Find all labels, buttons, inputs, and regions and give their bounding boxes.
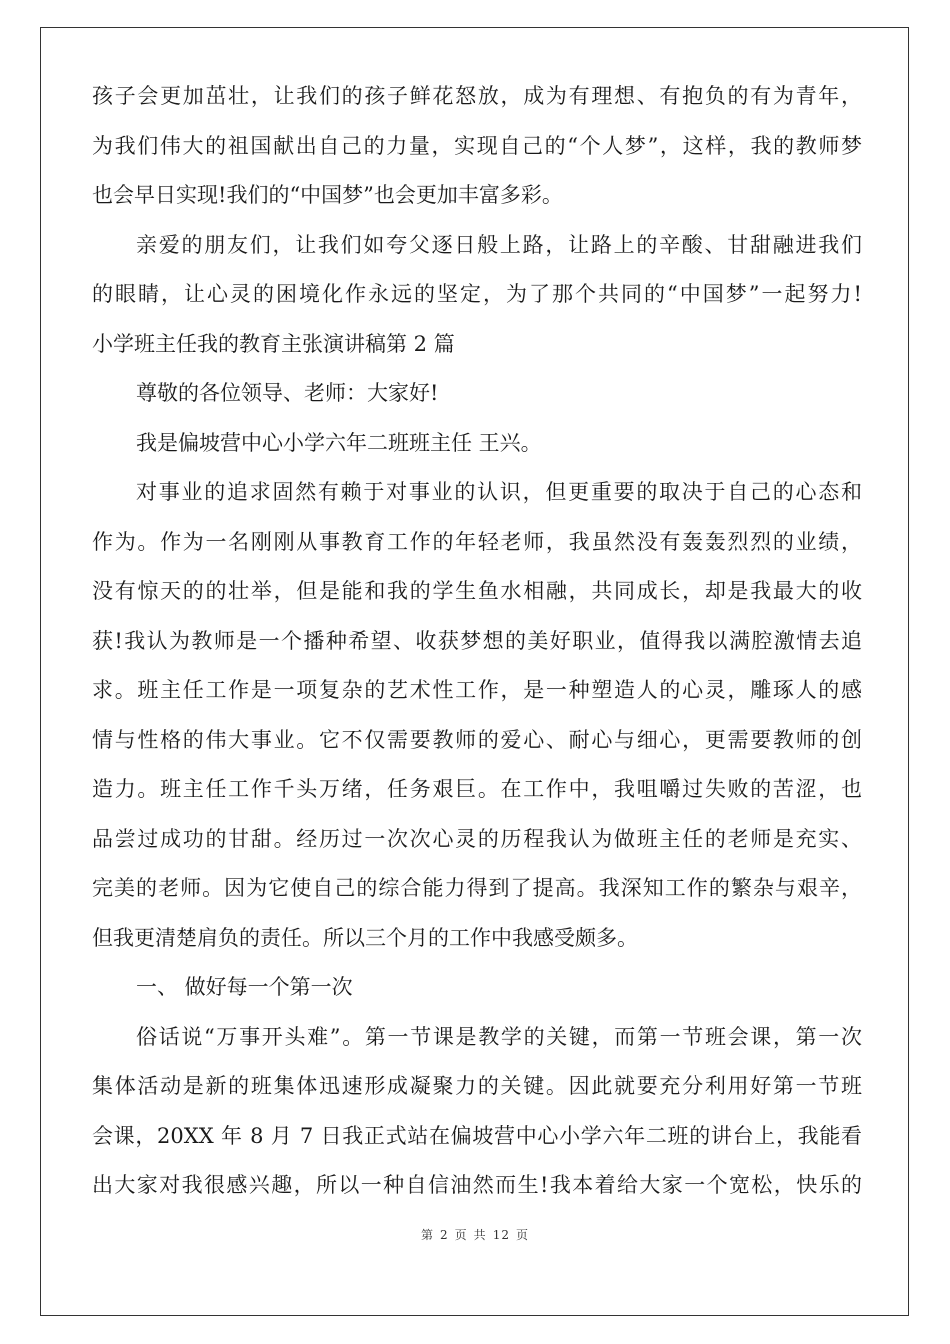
page-footer xyxy=(0,1226,950,1243)
text-line: 会课，20XX 年 8 月 7 日我正式站在偏坡营中心小学六年二班的讲台上，我能看 xyxy=(92,1123,862,1148)
text-line: 对事业的追求固然有赖于对事业的认识，但更重要的取决于自己的心态和 xyxy=(136,480,862,504)
text-line: 出大家对我很感兴趣，所以一种自信油然而生!我本着给大家一个宽松，快乐的 xyxy=(92,1173,862,1197)
text-line: 但我更清楚肩负的责任。所以三个月的工作中我感受颇多。 xyxy=(92,925,638,950)
footer-total-pages: 12 xyxy=(492,1228,510,1242)
text-line: 一、 做好每一个第一次 xyxy=(136,975,353,999)
text-line: 情与性格的伟大事业。它不仅需要教师的爱心、耐心与细心，更需要教师的创 xyxy=(92,727,862,752)
footer-total-word: 共 xyxy=(473,1228,487,1242)
footer-suffix: 页 xyxy=(515,1228,529,1242)
text-line: 亲爱的朋友们，让我们如夸父逐日般上路，让路上的辛酸、甘甜融进我们 xyxy=(136,232,862,257)
document-body xyxy=(92,72,862,1211)
text-line: 俗话说“万事开头难”。第一节课是教学的关键，而第一节班会课，第一次 xyxy=(136,1024,862,1049)
text-line: 完美的老师。因为它使自己的综合能力得到了提高。我深知工作的繁杂与艰辛， xyxy=(92,876,862,900)
text-line: 求。班主任工作是一项复杂的艺术性工作，是一种塑造人的心灵，雕琢人的感 xyxy=(92,678,862,702)
text-line: 作为。作为一名刚刚从事教育工作的年轻老师，我虽然没有轰轰烈烈的业绩， xyxy=(92,529,862,554)
footer-current-page: 2 xyxy=(440,1228,449,1242)
text-line: 的眼睛，让心灵的困境化作永远的坚定，为了那个共同的“中国梦”一起努力! xyxy=(92,282,862,306)
text-line: 孩子会更加茁壮，让我们的孩子鲜花怒放，成为有理想、有抱负的有为青年， xyxy=(92,84,862,108)
text-line: 也会早日实现!我们的“中国梦”也会更加丰富多彩。 xyxy=(92,183,563,207)
text-line: 集体活动是新的班集体迅速形成凝聚力的关键。因此就要充分利用好第一节班 xyxy=(92,1074,862,1098)
footer-prefix: 第 xyxy=(421,1228,435,1242)
text-line: 获!我认为教师是一个播种希望、收获梦想的美好职业，值得我以满腔激情去追 xyxy=(92,628,862,653)
text-line: 没有惊天的的壮举，但是能和我的学生鱼水相融，共同成长，却是我最大的收 xyxy=(92,579,862,603)
text-line: 我是偏坡营中心小学六年二班班主任 王兴。 xyxy=(136,430,542,455)
text-line: 为我们伟大的祖国献出自己的力量，实现自己的“个人梦”，这样，我的教师梦 xyxy=(92,133,862,158)
text-line: 造力。班主任工作千头万绪，任务艰巨。在工作中，我咀嚼过失败的苦涩，也 xyxy=(92,777,862,801)
text-line: 尊敬的各位领导、老师：大家好! xyxy=(136,381,439,405)
text-line: 品尝过成功的甘甜。经历过一次次心灵的历程我认为做班主任的老师是充实、 xyxy=(92,826,862,851)
text-line: 小学班主任我的教育主张演讲稿第 2 篇 xyxy=(92,331,455,356)
footer-page-word: 页 xyxy=(454,1228,468,1242)
